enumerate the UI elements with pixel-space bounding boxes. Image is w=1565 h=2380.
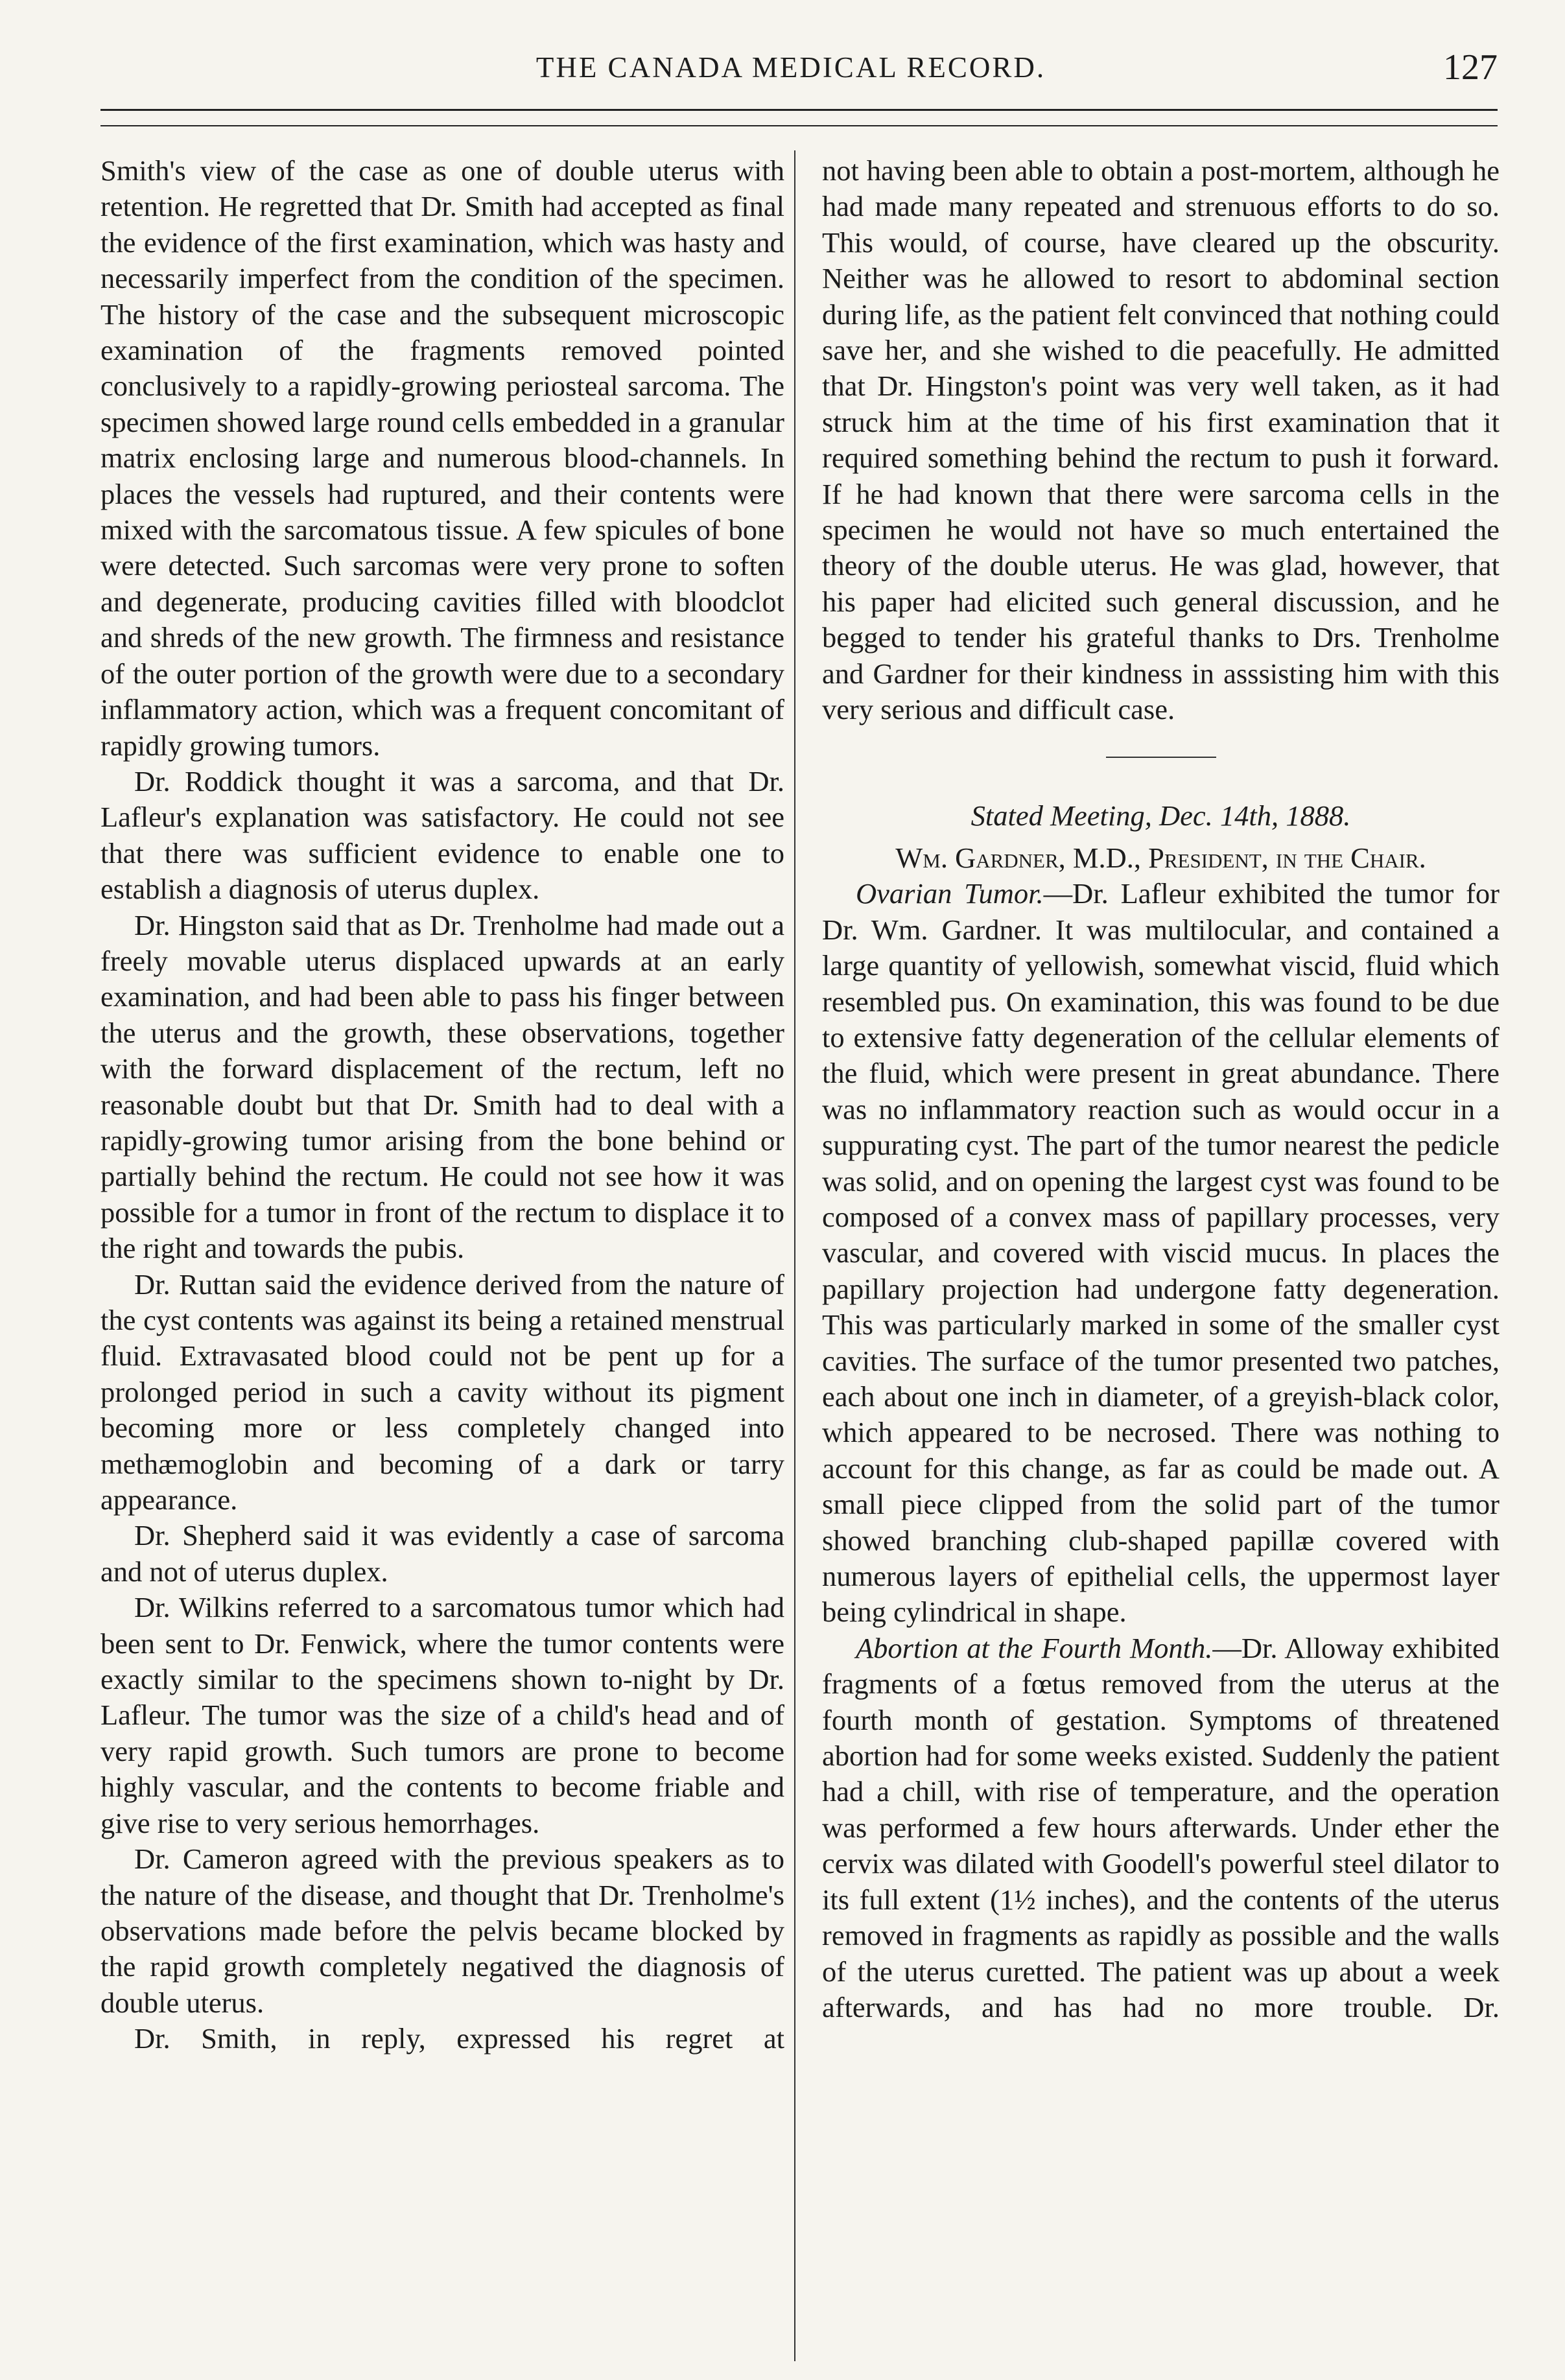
header-rule-bottom xyxy=(100,125,1498,126)
paragraph-wilkins: Dr. Wilkins referred to a sarcomatous tumor which had been sent to Dr. Fenwick, where the tumor contents were exactly similar to the specimens shown to-night by Dr. Lafleur. The tumor was the size of a child's head and of very rapid growth. Such tumors are prone to become highly vascular, and the contents to become friable and give rise to very serious hemorrhages. xyxy=(100,1591,784,1839)
paragraph-roddick: Dr. Roddick thought it was a sarcoma, and that Dr. Lafleur's explanation was satisfactory. He could not see that there was sufficient evidence to enable one to establish a diagnosis of uterus duplex. xyxy=(100,764,784,906)
ovarian-tumor-title: Ovarian Tumor. xyxy=(856,877,1044,910)
paragraph-abortion xyxy=(822,1631,1500,2025)
paragraph-smith-view: Smith's view of the case as one of double uterus with retention. He regretted that Dr. Smith had accepted as final the evidence of the first examination, which was hasty and necessarily imperfect from the condition of the specimen. The history of the case and the subsequent microscopic examination of the fragments removed pointed conclusively to a rapidly-growing periosteal sarcoma. The specimen showed large round cells embedded in a granular matrix enclosing large and numerous blood-channels. In places the vessels had ruptured, and their contents were mixed with the sarcomatous tissue. A few spicules of bone were detected. Such sarcomas were very prone to soften and degenerate, producing cavities filled with bloodclot and shreds of the new growth. The firmness and resistance of the outer portion of the growth were due to a secondary inflammatory action, which was a frequent concomitant of rapidly growing tumors. xyxy=(100,154,784,762)
paragraph-hingston: Dr. Hingston said that as Dr. Trenholme had made out a freely movable uterus displaced upwards at an early examination, and had been able to pass his finger between the uterus and the growth, these observations, together with the forward displacement of the rectum, left no reasonable doubt but that Dr. Smith had to deal with a rapidly-growing tumor arising from the bone behind or partially behind the rectum. He could not see how it was possible for a tumor in front of the rectum to displace it to the right and towards the pubis. xyxy=(100,908,784,1265)
section-separator xyxy=(1106,757,1216,758)
right-column xyxy=(822,153,1500,2025)
paragraph-smith-reply: Dr. Smith, in reply, expressed his regret at xyxy=(134,2022,784,2055)
abortion-text: —Dr. Alloway exhibited fragments of a fœtus removed from the uterus at the fourth month of gestation. Symptoms of threatened abortion had for some weeks existed. Suddenly the patient had a chill, with rise of temperature, and the operation was performed a few hours afterwards. Under ether the cervix was dilated with Goodell's powerful steel dilator to its full extent (1½ inches), and the contents of the uterus removed in fragments as rapidly as possible and the walls of the uterus curetted. The patient was up about a week afterwards, and has had no more trouble. Dr. xyxy=(822,1631,1500,2023)
ovarian-tumor-text: —Dr. Lafleur exhibited the tumor for Dr. Wm. Gardner. It was multilocular, and contained a large quantity of yellowish, somewhat viscid, fluid which resembled pus. On examination, this was found to be due to extensive fatty degeneration of the cellular elements of the fluid, which were present in great abundance. There was no inflammatory reaction such as would occur in a suppurating cyst. The part of the tumor nearest the pedicle was solid, and on opening the largest cyst was found to be composed of a convex mass of papillary processes, very vascular, and covered with viscid mucus. In places the papillary projection had undergone fatty degeneration. This was particularly marked in some of the smaller cyst cavities. The surface of the tumor presented two patches, each about one inch in diameter, of a greyish-black color, which appeared to be necrosed. There was nothing to account for this change, as far as could be made out. A small piece clipped from the solid part of the tumor showed branching club-shaped papillæ covered with numerous layers of epithelial cells, the uppermost layer being cylindrical in shape. xyxy=(822,877,1500,1629)
paragraph-ovarian-tumor xyxy=(822,876,1500,1631)
paragraph-cameron: Dr. Cameron agreed with the previous speakers as to the nature of the disease, and thought that Dr. Trenholme's observations made before the pelvis became blocked by the rapid growth completely negatived the diagnosis of double uterus. xyxy=(100,1843,784,2019)
paragraph-shepherd: Dr. Shepherd said it was evidently a case of sarcoma and not of uterus duplex. xyxy=(100,1519,784,1588)
paragraph-ruttan: Dr. Ruttan said the evidence derived from the nature of the cyst contents was against its being a retained menstrual fluid. Extravasated blood could not be pent up for a prolonged period in such a cavity without its pigment becoming more or less completely changed into methæmoglobin and becoming of a dark or tarry appearance. xyxy=(100,1267,784,1516)
page-number: 127 xyxy=(1443,47,1498,88)
chair-line: Wm. Gardner, M.D., President, in the Chair. xyxy=(895,841,1426,874)
column-divider xyxy=(794,150,795,2361)
abortion-title: Abortion at the Fourth Month. xyxy=(856,1631,1213,1664)
left-column xyxy=(100,153,784,2057)
meeting-heading: Stated Meeting, Dec. 14th, 1888. xyxy=(971,799,1351,832)
paragraph-smith-reply-continued: not having been able to obtain a post-mortem, although he had made many repeated and strenuous efforts to do so. This would, of course, have cleared up the obscurity. Neither was he allowed to resort to abdominal section during life, as the patient felt convinced that nothing could save her, and she wished to die peacefully. He admitted that Dr. Hingston's point was very well taken, as it had struck him at the time of his first examination that it required something behind the rectum to push it forward. If he had known that there were sarcoma cells in the specimen he would not have so much entertained the theory of the double uterus. He was glad, however, that his paper had elicited such general discussion, and he begged to tender his grateful thanks to Drs. Trenholme and Gardner for their kindness in asssisting him with this very serious and difficult case. xyxy=(822,154,1500,726)
running-title: THE CANADA MEDICAL RECORD. xyxy=(535,51,1046,84)
page-header xyxy=(84,47,1498,102)
header-rule-top xyxy=(100,109,1498,111)
